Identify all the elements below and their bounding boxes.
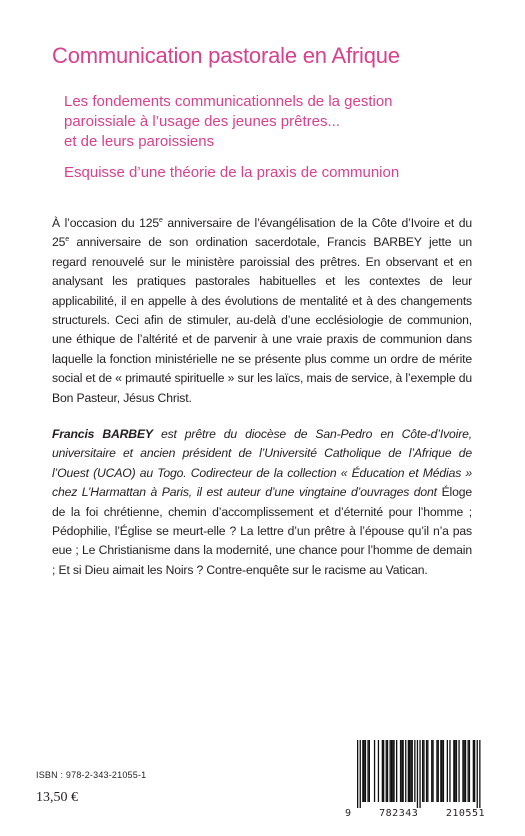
barcode-bar [438, 740, 439, 802]
barcode-bar [427, 740, 428, 802]
barcode-bar [408, 740, 409, 802]
subtitle-line: et de leurs paroissiens [64, 133, 215, 150]
barcode-bar [365, 740, 366, 802]
barcode-bar [401, 740, 402, 802]
author-name: Francis BARBEY [52, 427, 153, 441]
blurb-text: anniversaire de son ordination sacerdotale, Francis BARBEY jette un regard renouvelé sur le ministère paroissial des prêtres. En observant et en analysant les pratiques pastorales habituelles et les contextes de leur applicabilité, il en appelle à des évolutions de mentalité et à des changements structurels. Ceci afin de stimuler, au-delà d’une ecclésiologie de communion, une éthique de l’altérité et de parvenir à une vraie praxis de communion dans laquelle la fonction ministérielle ne se présente plus comme un ordre de mérite social et de « primauté spirituelle » sur les laïcs, mais de service, à l’exemple du Bon Pasteur, Jésus Christ. [52, 235, 472, 405]
barcode-bar [436, 740, 437, 802]
barcode-bar [391, 740, 392, 802]
barcode-bar [422, 740, 423, 802]
barcode-bar [417, 740, 418, 808]
barcode-bar [374, 740, 375, 802]
isbn-label: ISBN : 978-2-343-21055-1 [36, 770, 147, 780]
barcode-bar [468, 740, 469, 802]
barcode-bar [419, 740, 420, 808]
barcode-bar [477, 740, 478, 808]
subtitle-line: Les fondements communicationnels de la gestion [64, 93, 393, 110]
author-bio-paragraph [52, 425, 472, 580]
barcode-bar [456, 740, 457, 802]
barcode-bar [431, 740, 432, 802]
barcode-bar [392, 740, 393, 802]
barcode-bar [447, 740, 448, 802]
book-title: Communication pastorale en Afrique [52, 43, 400, 68]
barcode-bar [410, 740, 411, 802]
barcode-bar [423, 740, 424, 802]
barcode-bar [465, 740, 466, 802]
price-label: 13,50 € [36, 790, 78, 805]
bio-text: est prêtre du diocèse de San-Pedro en Côte-d’Ivoire, universitaire et ancien président de l’Université Catholique de l’Afrique de l’Ouest (UCAO) au Togo. Codirecteur de la collection « Éducation et Médias » chez L’Harmattan à Paris, il est auteur d’une vingtaine d’ouvrages dont [52, 427, 472, 500]
barcode-bar [426, 740, 427, 802]
barcode-bar [453, 740, 454, 802]
barcode-bars [345, 740, 485, 808]
barcode-bar [432, 740, 433, 802]
barcode-bar [440, 740, 441, 802]
barcode-bar [383, 740, 384, 802]
barcode-bar [362, 740, 363, 802]
barcode-bar [412, 740, 413, 802]
barcode-bar [449, 740, 450, 802]
barcode-bar [378, 740, 379, 802]
book-tagline: Esquisse d’une théorie de la praxis de communion [64, 164, 400, 181]
blurb-text: anniversaire de l’évangélisation de la Côte d’Ivoire et du 25 [52, 216, 472, 250]
barcode-bar [473, 740, 474, 802]
barcode-digit-group: 9 [345, 808, 352, 819]
barcode-bar [455, 740, 456, 802]
subtitle-line: paroissiale à l’usage des jeunes prêtres... [64, 113, 340, 130]
barcode-bar [414, 740, 415, 802]
barcode-bar [462, 740, 463, 802]
ordinal-superscript: e [159, 217, 163, 224]
barcode-bar [396, 740, 397, 802]
barcode-digits [345, 808, 485, 819]
barcode-bar [464, 740, 465, 802]
barcode-bar [458, 740, 459, 802]
barcode-bar [390, 740, 391, 802]
barcode-bar [364, 740, 365, 802]
barcode-bar [393, 740, 394, 802]
barcode-bar [382, 740, 383, 802]
barcode-bar [386, 740, 387, 802]
barcode-digit-group: 782343 [379, 808, 419, 819]
bibliography-text: Éloge de la foi chrétienne, chemin d’accomplissement et d’éternité pour l’homme ; Pédophilie, l’Église se meurt-elle ? La lettre d’un prêtre à l’épouse qu’il n’a pas eue ; Le Christianisme dans la modernité, une chance pour l’homme de demain ; Et si Dieu aimait les Noirs ? Contre-enquête sur le racisme au Vatican. [52, 485, 472, 577]
ordinal-superscript: e [65, 236, 70, 244]
barcode-bar [387, 740, 388, 802]
barcode-bar [474, 740, 475, 802]
barcode [345, 740, 485, 824]
barcode-bar [367, 740, 368, 802]
barcode-bar [479, 740, 480, 808]
book-subtitle [64, 92, 494, 152]
barcode-bar [442, 740, 443, 802]
barcode-bar [400, 740, 401, 802]
barcode-bar [369, 740, 370, 802]
barcode-bar [360, 740, 361, 808]
blurb-text: À l’occasion du 125 [52, 216, 160, 230]
barcode-bar [403, 740, 404, 802]
barcode-bar [443, 740, 444, 802]
barcode-bar [357, 740, 358, 808]
barcode-digit-group: 210551 [445, 808, 485, 819]
blurb-paragraph [52, 214, 472, 408]
barcode-bar [405, 740, 406, 802]
barcode-bar [409, 740, 410, 802]
barcode-bar [469, 740, 470, 802]
